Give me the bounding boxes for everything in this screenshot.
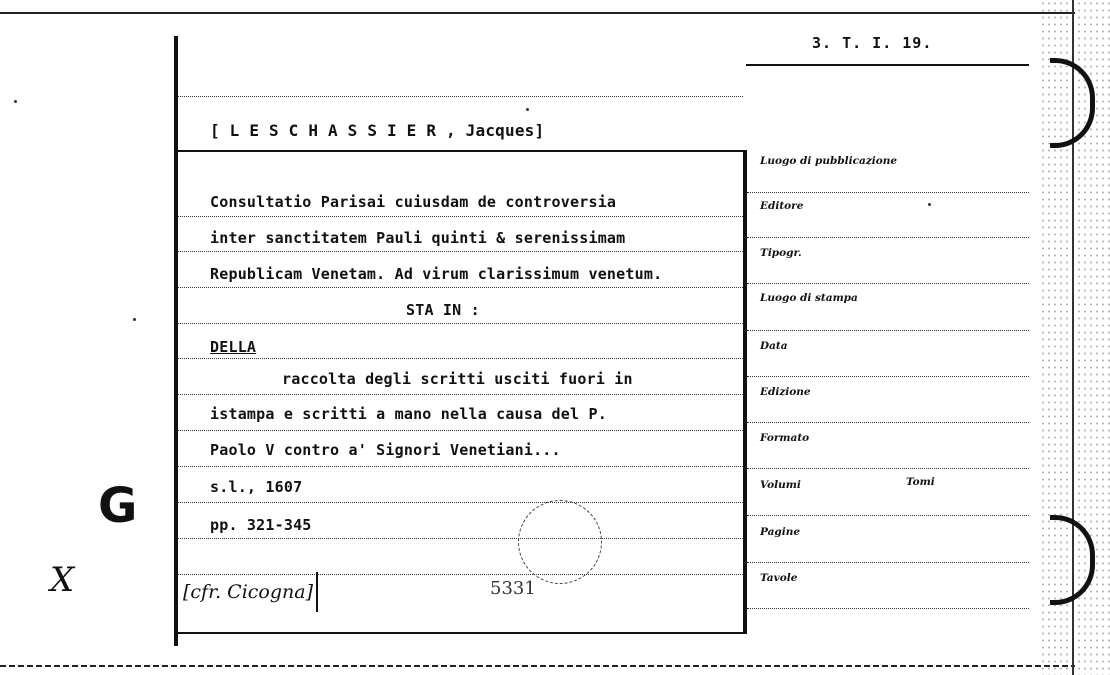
field-line <box>747 608 1029 609</box>
pagination: pp. 321-345 <box>210 516 312 534</box>
field-label-tipogr: Tipogr. <box>760 247 802 259</box>
left-margin-rule <box>174 36 178 646</box>
field-label-edizione: Edizione <box>760 386 811 398</box>
field-line <box>747 468 1029 469</box>
title-line: Consultatio Parisai cuiusdam de controversia <box>210 193 617 211</box>
ruled-line <box>178 251 743 252</box>
field-label-editore: Editore <box>760 200 804 212</box>
ruled-line <box>178 323 743 324</box>
host-title-line: istampa e scritti a mano nella causa del P. <box>210 405 607 423</box>
field-line <box>747 283 1029 284</box>
field-line <box>747 237 1029 238</box>
field-line <box>747 192 1029 193</box>
field-label-luogo-pubblicazione: Luogo di pubblicazione <box>760 155 898 167</box>
section-letter: G <box>98 478 138 534</box>
ruled-line <box>178 430 743 431</box>
shelfmark-underline <box>746 64 1029 66</box>
field-label-formato: Formato <box>760 432 810 444</box>
punch-hole-icon <box>518 500 602 584</box>
ruled-line <box>178 394 743 395</box>
field-label-luogo-stampa: Luogo di stampa <box>760 292 858 304</box>
card-bottom-edge <box>0 665 1075 667</box>
bottom-rule <box>178 632 746 634</box>
ruled-line <box>178 538 743 539</box>
ruled-line <box>178 96 743 97</box>
ruled-line <box>178 502 743 503</box>
della-label: DELLA <box>210 338 257 356</box>
shelfmark: 3. T. I. 19. <box>812 34 933 52</box>
title-line: Republicam Venetam. Ad virum clarissimum venetum. <box>210 265 663 283</box>
field-line <box>747 515 1029 516</box>
speck <box>928 203 931 206</box>
title-line: inter sanctitatem Pauli quinti & serenissimam <box>210 229 626 247</box>
host-title-line: Paolo V contro a' Signori Venetiani... <box>210 441 561 459</box>
ruled-line <box>178 466 743 467</box>
card-top-edge <box>0 12 1075 14</box>
ruled-line <box>178 216 743 217</box>
field-line <box>747 330 1029 331</box>
field-label-tavole: Tavole <box>760 572 798 584</box>
ruled-line <box>178 287 743 288</box>
field-label-volumi: Volumi <box>760 479 801 491</box>
handwritten-reference: [cfr. Cicogna] <box>175 572 318 612</box>
speck <box>14 100 17 103</box>
handwritten-x-mark: X <box>50 560 75 600</box>
handwritten-number: 5331 <box>490 578 536 599</box>
imprint: s.l., 1607 <box>210 478 303 496</box>
sta-in-label: STA IN : <box>406 301 480 319</box>
field-label-data: Data <box>760 340 788 352</box>
speck <box>526 108 529 111</box>
host-title-line: raccolta degli scritti usciti fuori in <box>282 370 633 388</box>
field-line <box>747 422 1029 423</box>
field-line <box>747 562 1029 563</box>
speck <box>133 318 136 321</box>
ruled-line <box>178 358 743 359</box>
header-rule <box>178 150 746 152</box>
field-label-pagine: Pagine <box>760 526 801 538</box>
field-line <box>747 376 1029 377</box>
field-label-tomi: Tomi <box>906 476 935 488</box>
author-heading: [ L E S C H A S S I E R , Jacques] <box>210 121 545 140</box>
